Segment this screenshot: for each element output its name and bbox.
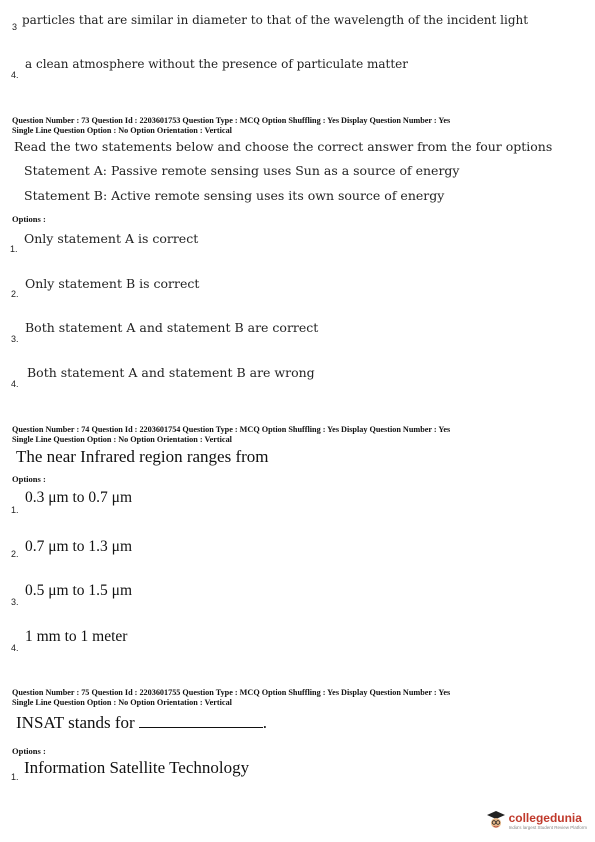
options-label: Options :: [12, 474, 46, 484]
option-number: 4.: [11, 643, 19, 653]
option-text: Both statement A and statement B are wrong: [27, 365, 315, 380]
option-number: 1.: [10, 244, 18, 254]
option-number: 3.: [11, 334, 19, 344]
option-number: 2.: [11, 549, 19, 559]
option-number: 1.: [11, 772, 19, 782]
statement-b: Statement B: Active remote sensing uses its own source of energy: [24, 188, 445, 203]
option-text: Information Satellite Technology: [24, 758, 250, 777]
question-meta-line: Question Number : 73 Question Id : 2203601753 Question Type : MCQ Option Shuffling : Yes Display Question Number : Yes: [12, 116, 451, 125]
option-text: 0.3 μm to 0.7 μm: [25, 489, 133, 506]
collegedunia-logo: [486, 810, 587, 830]
options-label: Options :: [12, 746, 46, 756]
option-number: 4.: [11, 379, 19, 389]
option-number: 4.: [11, 70, 19, 80]
statement-a: Statement A: Passive remote sensing uses Sun as a source of energy: [24, 163, 460, 178]
option-text: particles that are similar in diameter to that of the wavelength of the incident light: [22, 13, 529, 27]
logo-wordmark: collegedunia: [508, 810, 582, 825]
option-number: 3: [12, 22, 18, 32]
question-prompt: The near Infrared region ranges from: [16, 447, 269, 466]
option-text: 0.5 μm to 1.5 μm: [25, 582, 133, 599]
question-header: [12, 425, 450, 444]
question-prompt: [16, 713, 267, 733]
option-text: a clean atmosphere without the presence of particulate matter: [25, 57, 408, 71]
option-text: Both statement A and statement B are correct: [25, 320, 319, 335]
option-number: 2.: [11, 289, 19, 299]
graduate-mascot-icon: [486, 810, 506, 830]
option-number: 3.: [11, 597, 19, 607]
options-label: Options :: [12, 214, 46, 224]
fill-in-blank: [139, 715, 263, 728]
logo-tagline: India's largest Student Review Platform: [508, 824, 587, 830]
question-meta-line: Question Number : 75 Question Id : 2203601755 Question Type : MCQ Option Shuffling : Yes Display Question Number : Yes: [12, 688, 451, 697]
option-text: 0.7 μm to 1.3 μm: [25, 538, 133, 555]
question-meta-line: Question Number : 74 Question Id : 2203601754 Question Type : MCQ Option Shuffling : Yes Display Question Number : Yes: [12, 425, 451, 434]
option-text: Only statement B is correct: [25, 276, 200, 291]
option-text: Only statement A is correct: [24, 231, 199, 246]
question-meta-line: Single Line Question Option : No Option Orientation : Vertical: [12, 125, 232, 135]
question-prompt-end: .: [262, 713, 267, 732]
question-prompt: Read the two statements below and choose the correct answer from the four options: [14, 139, 553, 154]
question-prompt-text: INSAT stands for: [16, 713, 135, 732]
question-header: [12, 688, 450, 707]
question-meta-line: Single Line Question Option : No Option Orientation : Vertical: [12, 697, 232, 707]
question-meta-line: Single Line Question Option : No Option Orientation : Vertical: [12, 434, 232, 444]
option-text: 1 mm to 1 meter: [25, 628, 128, 645]
option-number: 1.: [11, 505, 19, 515]
question-header: [12, 116, 450, 135]
